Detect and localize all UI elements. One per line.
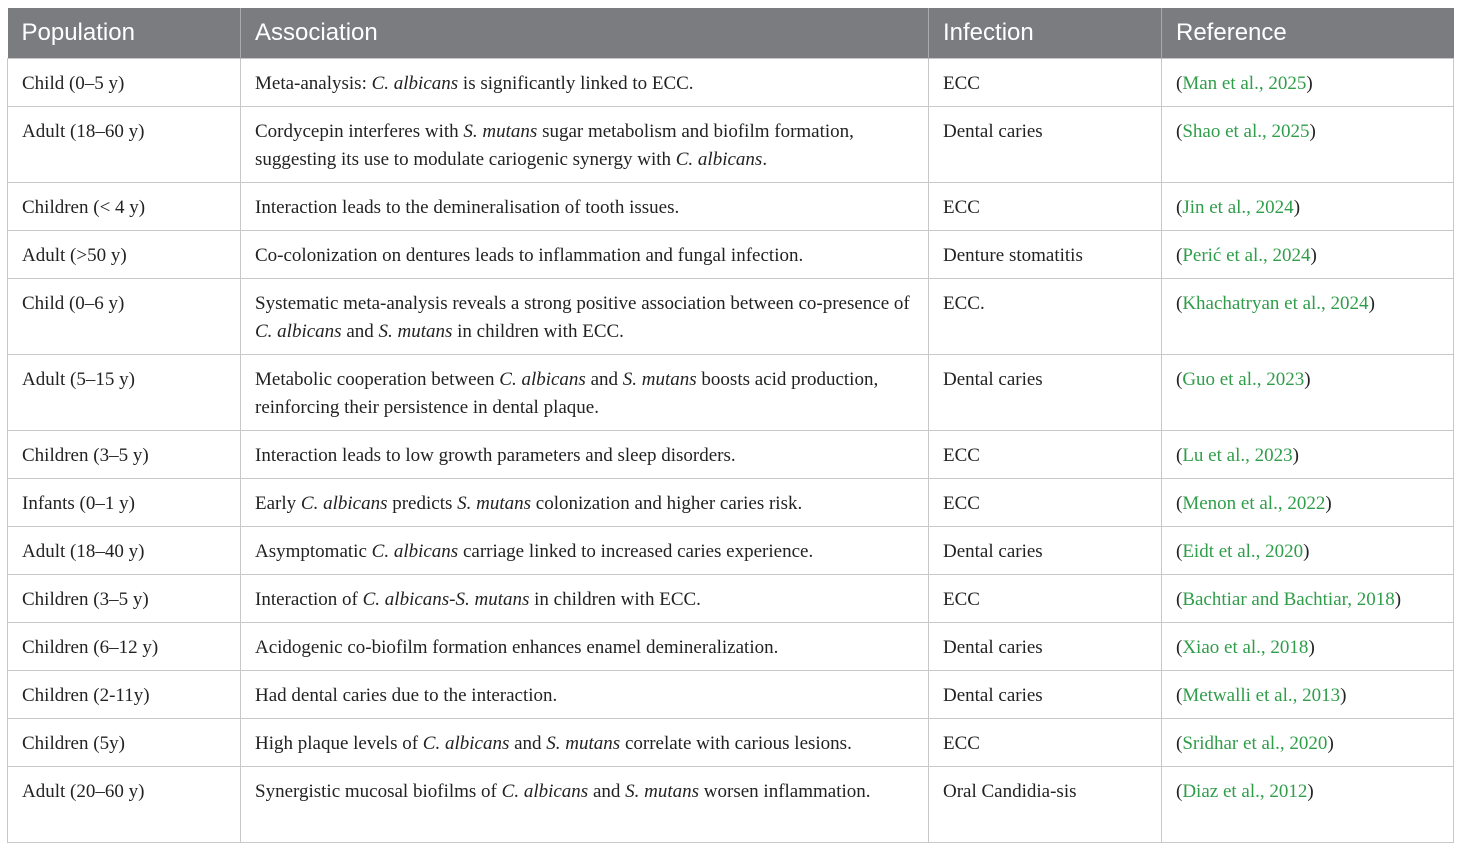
population-cell: Infants (0–1 y) — [8, 479, 241, 527]
population-cell: Children (2-11y) — [8, 671, 241, 719]
species-name: C. albicans — [371, 541, 459, 562]
reference-link[interactable]: Jin et al., 2024 — [1182, 197, 1294, 218]
population-cell: Children (< 4 y) — [8, 183, 241, 231]
species-name: C. albicans — [499, 369, 586, 390]
association-text: boosts acid production, reinforcing their persistence in dental plaque. — [255, 369, 879, 418]
association-text: Meta-analysis: — [255, 73, 372, 94]
reference-link[interactable]: Lu et al., 2023 — [1182, 445, 1293, 466]
reference-link[interactable]: Menon et al., 2022 — [1182, 493, 1326, 514]
association-text: correlate with carious lesions. — [620, 733, 852, 754]
table-row — [8, 279, 1454, 355]
reference-cell: (Perić et al., 2024) — [1162, 231, 1454, 279]
population-cell: Adult (18–40 y) — [8, 527, 241, 575]
reference-link[interactable]: Metwalli et al., 2013 — [1182, 685, 1341, 706]
association-cell — [241, 719, 929, 767]
infection-cell: Dental caries — [929, 623, 1162, 671]
reference-link[interactable]: Eidt et al., 2020 — [1182, 541, 1304, 562]
species-name: C. albicans — [422, 733, 510, 754]
association-text: Early — [255, 493, 301, 514]
data-table-container — [7, 8, 1453, 843]
association-text: predicts — [387, 493, 458, 514]
association-text: High plaque levels of — [255, 733, 423, 754]
association-cell — [241, 279, 929, 355]
association-text: Metabolic cooperation between — [255, 369, 500, 390]
table-row — [8, 767, 1454, 843]
reference-link[interactable]: Man et al., 2025 — [1182, 73, 1307, 94]
reference-cell: (Jin et al., 2024) — [1162, 183, 1454, 231]
population-cell: Children (6–12 y) — [8, 623, 241, 671]
species-name: C. albicans — [255, 321, 342, 342]
species-name: S. mutans — [622, 369, 697, 390]
association-cell — [241, 527, 929, 575]
infection-cell: ECC — [929, 183, 1162, 231]
association-text: and — [588, 781, 626, 802]
population-cell: Child (0–6 y) — [8, 279, 241, 355]
infection-cell: ECC — [929, 575, 1162, 623]
association-text: carriage linked to increased caries experience. — [458, 541, 814, 562]
infection-cell: ECC — [929, 479, 1162, 527]
association-cell — [241, 355, 929, 431]
association-text: Had dental caries due to the interaction. — [255, 685, 558, 706]
table-row — [8, 527, 1454, 575]
infection-cell: ECC — [929, 431, 1162, 479]
table-row — [8, 431, 1454, 479]
reference-link[interactable]: Bachtiar and Bachtiar, 2018 — [1182, 589, 1395, 610]
reference-cell: (Menon et al., 2022) — [1162, 479, 1454, 527]
table-row — [8, 59, 1454, 107]
association-text: in children with ECC. — [452, 321, 624, 342]
association-cell — [241, 767, 929, 843]
association-cell — [241, 59, 929, 107]
association-cell — [241, 183, 929, 231]
table-row — [8, 231, 1454, 279]
reference-cell: (Man et al., 2025) — [1162, 59, 1454, 107]
association-text: Interaction leads to low growth parameters and sleep disorders. — [255, 445, 736, 466]
association-text: and — [341, 321, 379, 342]
association-text: Asymptomatic — [255, 541, 372, 562]
table-row — [8, 355, 1454, 431]
reference-link[interactable]: Shao et al., 2025 — [1182, 121, 1310, 142]
table-row — [8, 719, 1454, 767]
species-name: C. albicans — [371, 73, 459, 94]
association-text: and — [509, 733, 547, 754]
infection-cell: Dental caries — [929, 355, 1162, 431]
species-name: C. albicans-S. mutans — [362, 589, 530, 610]
species-name: S. mutans — [625, 781, 700, 802]
reference-link[interactable]: Sridhar et al., 2020 — [1182, 733, 1328, 754]
table-row — [8, 183, 1454, 231]
association-text: sugar metabolism and biofilm formation, suggesting its use to modulate cariogenic synergy with — [255, 121, 854, 170]
header-population: Population — [8, 8, 241, 59]
association-text: Interaction leads to the demineralisation of tooth issues. — [255, 197, 680, 218]
association-text: worsen inflammation. — [699, 781, 871, 802]
infection-cell: ECC — [929, 59, 1162, 107]
species-name: S. mutans — [457, 493, 532, 514]
infection-cell: Denture stomatitis — [929, 231, 1162, 279]
header-infection: Infection — [929, 8, 1162, 59]
association-cell — [241, 107, 929, 183]
reference-link[interactable]: Diaz et al., 2012 — [1182, 781, 1308, 802]
species-name: S. mutans — [463, 121, 538, 142]
infection-cell: Dental caries — [929, 107, 1162, 183]
association-text: Co-colonization on dentures leads to inflammation and fungal infection. — [255, 245, 804, 266]
association-cell — [241, 575, 929, 623]
reference-cell: (Shao et al., 2025) — [1162, 107, 1454, 183]
association-cell — [241, 479, 929, 527]
table-row — [8, 479, 1454, 527]
reference-cell: (Eidt et al., 2020) — [1162, 527, 1454, 575]
population-cell: Children (5y) — [8, 719, 241, 767]
table-row — [8, 671, 1454, 719]
reference-cell: (Diaz et al., 2012) — [1162, 767, 1454, 843]
reference-cell: (Bachtiar and Bachtiar, 2018) — [1162, 575, 1454, 623]
association-text: in children with ECC. — [529, 589, 701, 610]
population-cell: Children (3–5 y) — [8, 431, 241, 479]
association-cell — [241, 671, 929, 719]
association-text: and — [585, 369, 623, 390]
population-cell: Adult (5–15 y) — [8, 355, 241, 431]
association-text: is significantly linked to ECC. — [458, 73, 694, 94]
infection-cell: Dental caries — [929, 527, 1162, 575]
reference-link[interactable]: Khachatryan et al., 2024 — [1182, 293, 1369, 314]
association-text: Interaction of — [255, 589, 363, 610]
reference-cell: (Xiao et al., 2018) — [1162, 623, 1454, 671]
infection-cell: ECC — [929, 719, 1162, 767]
species-name: C. albicans — [675, 149, 763, 170]
header-reference: Reference — [1162, 8, 1454, 59]
table-row — [8, 623, 1454, 671]
species-name: C. albicans — [501, 781, 589, 802]
table-row — [8, 107, 1454, 183]
population-cell: Children (3–5 y) — [8, 575, 241, 623]
reference-link[interactable]: Perić et al., 2024 — [1182, 245, 1311, 266]
population-cell: Adult (>50 y) — [8, 231, 241, 279]
reference-cell: (Metwalli et al., 2013) — [1162, 671, 1454, 719]
species-name: C. albicans — [300, 493, 388, 514]
population-cell: Adult (18–60 y) — [8, 107, 241, 183]
population-cell: Child (0–5 y) — [8, 59, 241, 107]
association-cell — [241, 431, 929, 479]
reference-cell: (Lu et al., 2023) — [1162, 431, 1454, 479]
association-text: Cordycepin interferes with — [255, 121, 464, 142]
association-text: Synergistic mucosal biofilms of — [255, 781, 502, 802]
header-association: Association — [241, 8, 929, 59]
association-cell — [241, 623, 929, 671]
population-cell: Adult (20–60 y) — [8, 767, 241, 843]
header-row — [8, 8, 1454, 59]
infection-cell: ECC. — [929, 279, 1162, 355]
species-name: S. mutans — [546, 733, 621, 754]
data-table — [7, 8, 1454, 843]
association-text: . — [762, 149, 768, 170]
table-body — [8, 59, 1454, 843]
species-name: S. mutans — [378, 321, 453, 342]
association-text: Systematic meta-analysis reveals a strong positive association between co-presence of — [255, 293, 910, 314]
reference-cell: (Sridhar et al., 2020) — [1162, 719, 1454, 767]
infection-cell: Dental caries — [929, 671, 1162, 719]
reference-link[interactable]: Guo et al., 2023 — [1182, 369, 1305, 390]
table-row — [8, 575, 1454, 623]
reference-cell: (Guo et al., 2023) — [1162, 355, 1454, 431]
association-cell — [241, 231, 929, 279]
infection-cell: Oral Candidia-sis — [929, 767, 1162, 843]
association-text: colonization and higher caries risk. — [531, 493, 803, 514]
reference-link[interactable]: Xiao et al., 2018 — [1182, 637, 1309, 658]
reference-cell: (Khachatryan et al., 2024) — [1162, 279, 1454, 355]
association-text: Acidogenic co-biofilm formation enhances enamel demineralization. — [255, 637, 779, 658]
